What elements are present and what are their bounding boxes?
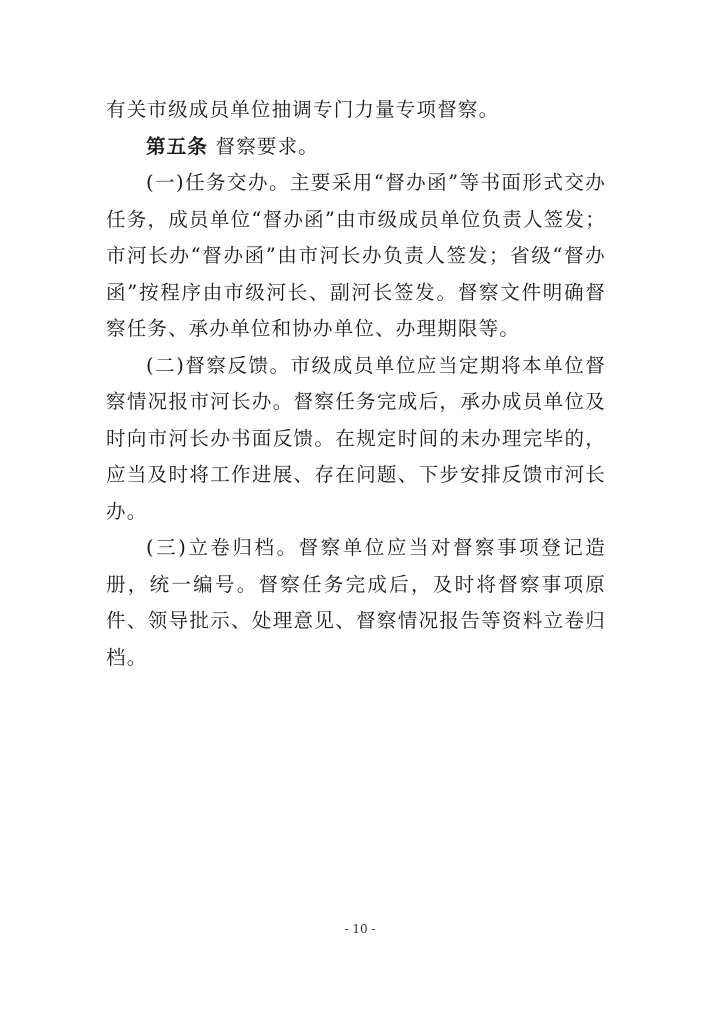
paragraph-continuation (106, 92, 606, 129)
paragraph-text: 有关市级成员单位抽调专门力量专项督察。 (106, 98, 500, 121)
paragraph-text: (三)立卷归档。督察单位应当对督察事项登记造册，统一编号。督察任务完成后，及时将督察事项原件、领导批示、处理意见、督察情况报告等资料立卷归档。 (106, 536, 606, 669)
paragraph-task-assignment (106, 165, 606, 348)
article-five-heading (106, 129, 606, 166)
paragraph-text: (二)督察反馈。市级成员单位应当定期将本单位督察情况报市河长办。督察任务完成后，承办成员单位及时向市河长办书面反馈。在规定时间的未办理完毕的，应当及时将工作进展、存在问题、下步安排反馈市河长办。 (106, 353, 606, 523)
article-title: 督察要求。 (208, 134, 320, 158)
paragraph-filing-archive (106, 530, 606, 676)
paragraph-text: (一)任务交办。主要采用“督办函”等书面形式交办任务，成员单位“督办函”由市级成员单位负责人签发；市河长办“督办函”由市河长办负责人签发；省级“督办函”按程序由市级河长、副河长签发。督察文件明确督察任务、承办单位和协办单位、办理期限等。 (106, 171, 606, 340)
paragraph-supervision-feedback (106, 348, 606, 531)
article-number: 第五条 (146, 134, 209, 158)
document-body (106, 92, 606, 676)
page-number: - 10 - (344, 922, 376, 936)
